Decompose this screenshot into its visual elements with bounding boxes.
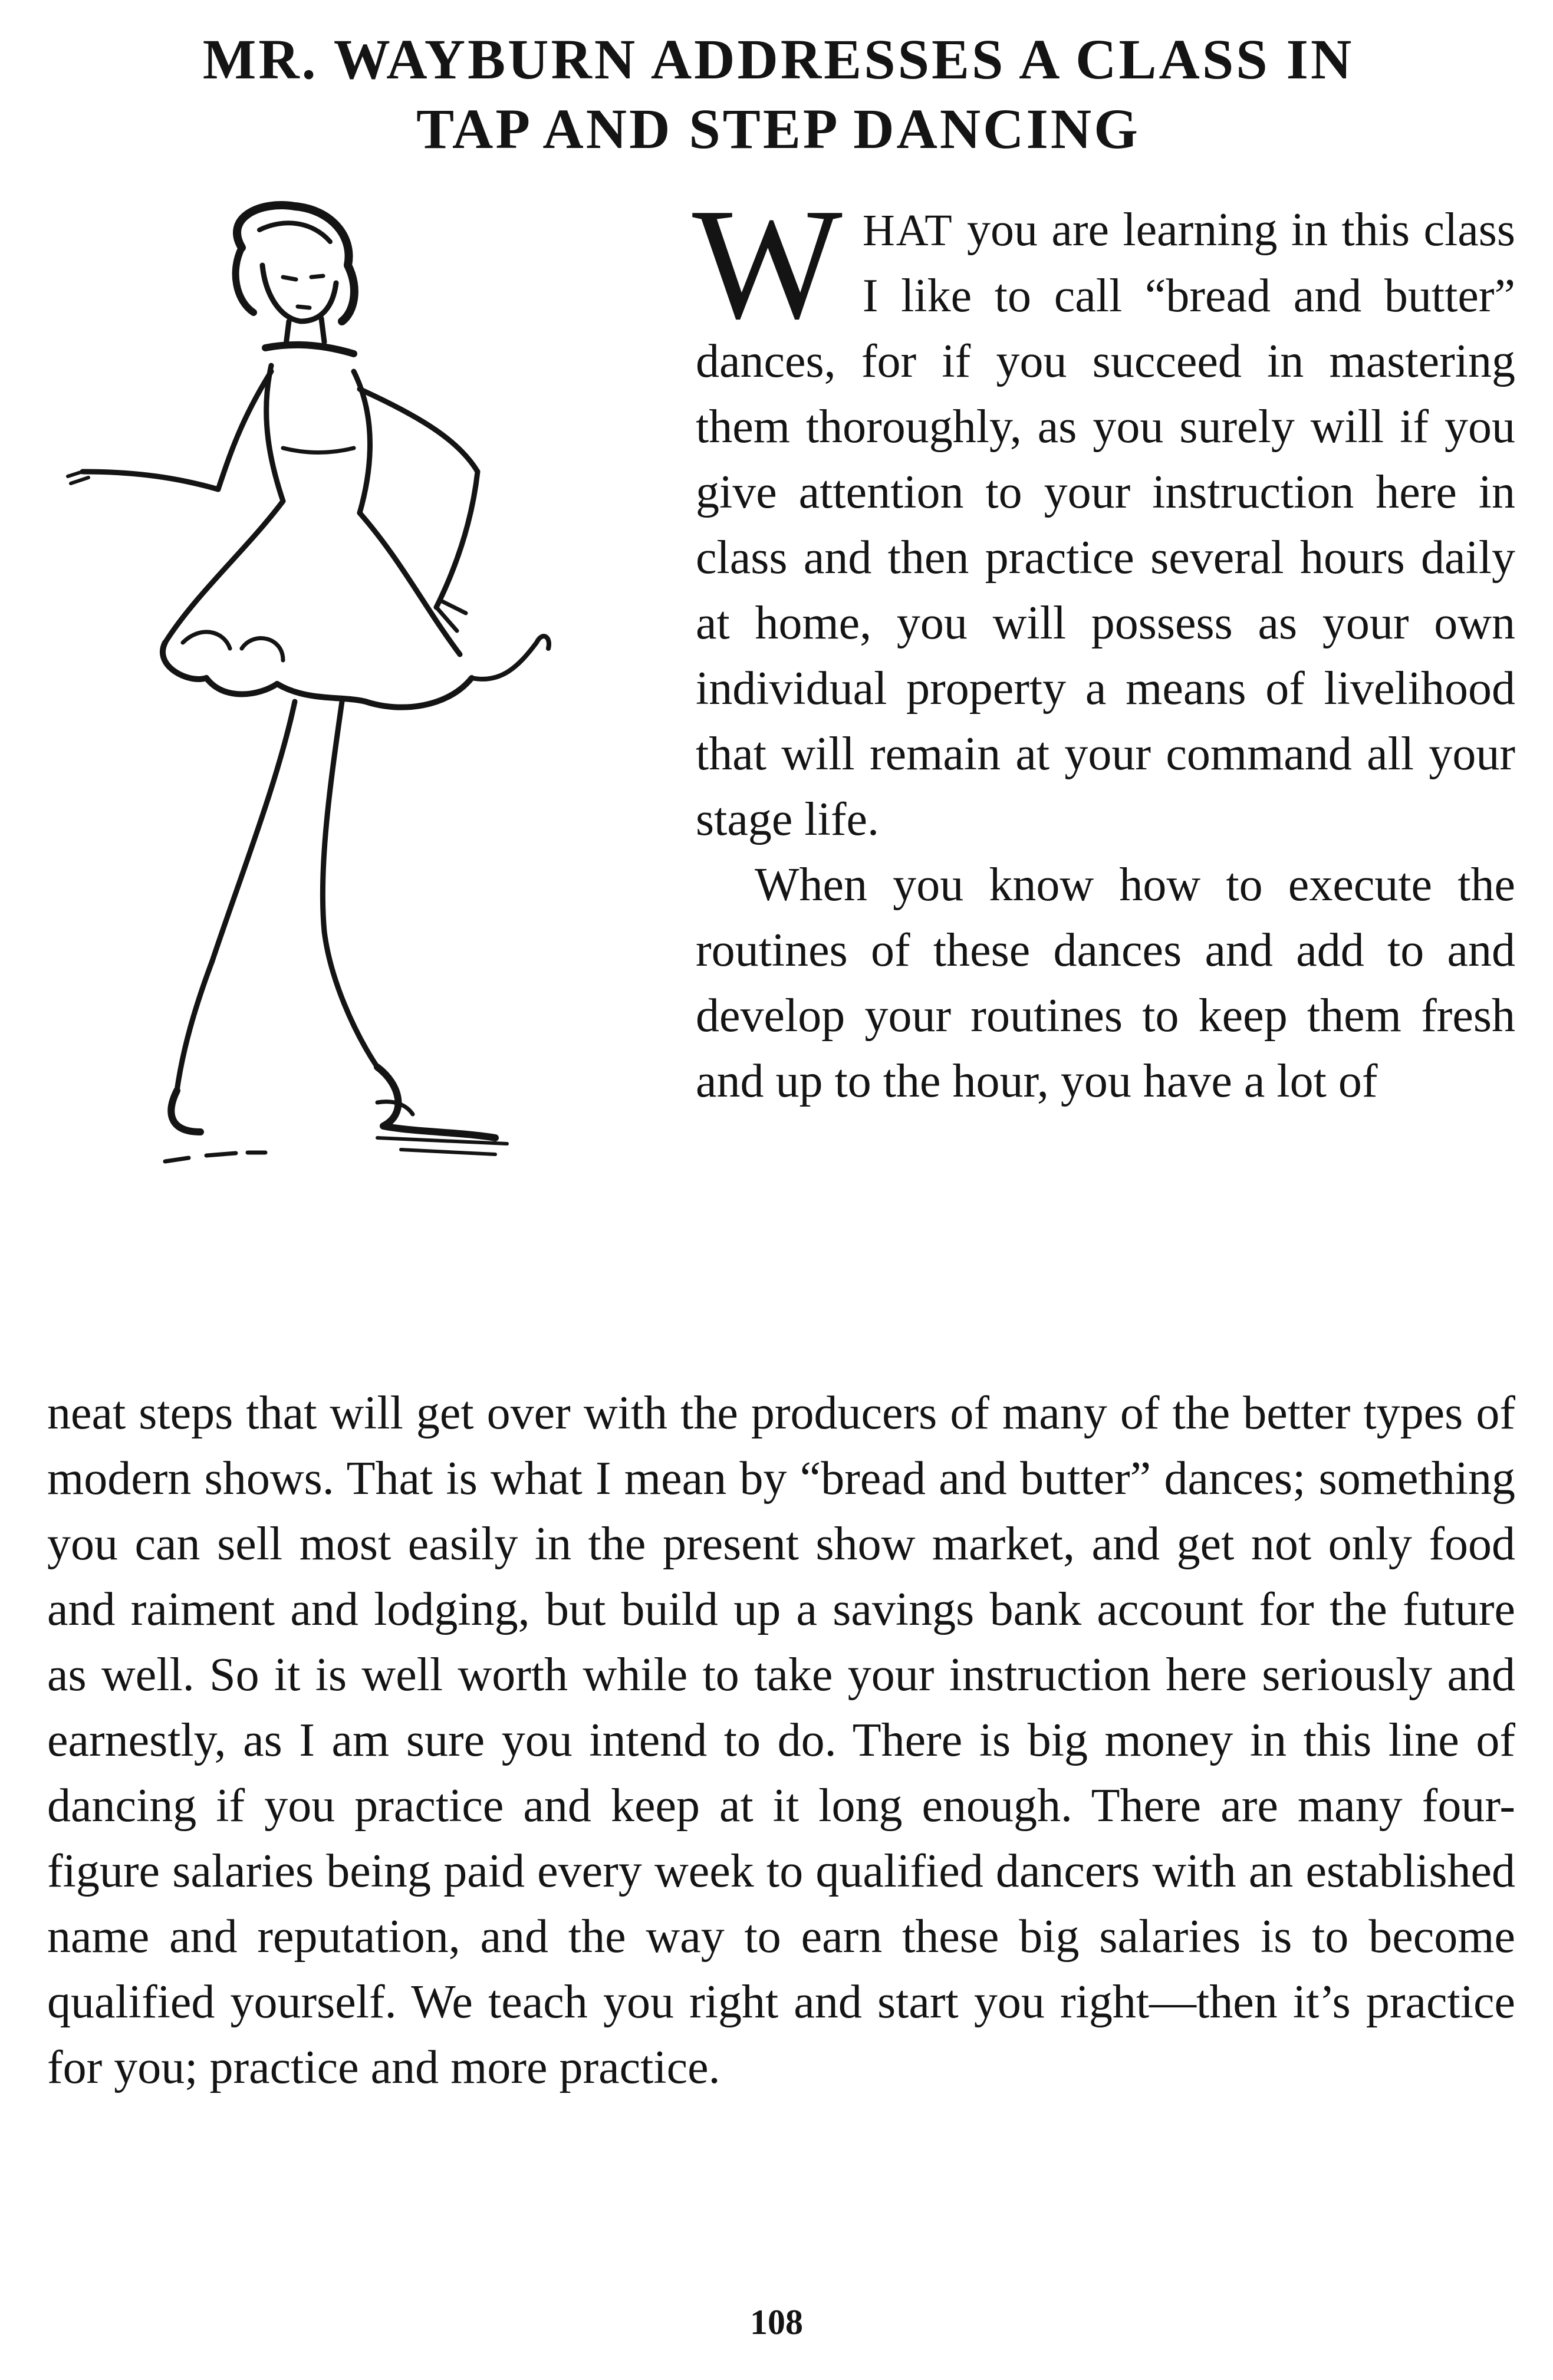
article-column: [692, 176, 1515, 1114]
title-line-2: TAP AND STEP DANCING: [416, 97, 1140, 160]
paragraph-2-continued: neat steps that will get over with the producers of many of the better types of modern shows. That is what I mean by “bread and butter” dances; something you can sell most easily in the present show market, and get not only food and raiment and lodging, but build up a savings bank account for the future as well. So it is well worth while to take your instruction here seriously and earnestly, as I am sure you intend to do. There is big money in this line of dancing if you practice and keep at it long enough. There are many four-figure salaries being paid every week to qualified dancers with an established name and reputation, and the way to earn these big salaries is to become qualified yourself. We teach you right and start you right—then it’s practice for you; practice and more practice.: [47, 1387, 1515, 2093]
paragraph-1-text: you are learning in this class I like to call “bread and butter” dances, for if you succeed in mastering them thoroughly, as you surely will if you give attention to your instruction here in class and then practice several hours daily at home, you will possess as your own individual property a means of livelihood that will remain at your command all your stage life.: [696, 204, 1515, 845]
paragraph-2-start: When you know how to execute the routines of these dances and add to and develop your routines to keep them fresh and up to the hour, you have a lot of: [696, 859, 1515, 1107]
title-line-1: MR. WAYBURN ADDRESSES A CLASS IN: [202, 28, 1354, 91]
lead-in: HAT: [862, 206, 953, 255]
drop-cap: W: [692, 176, 843, 352]
dancer-illustration-icon: [47, 195, 654, 1350]
paragraph-1: [692, 176, 1515, 852]
page-title: [47, 25, 1509, 164]
page-number: 108: [750, 2303, 803, 2342]
